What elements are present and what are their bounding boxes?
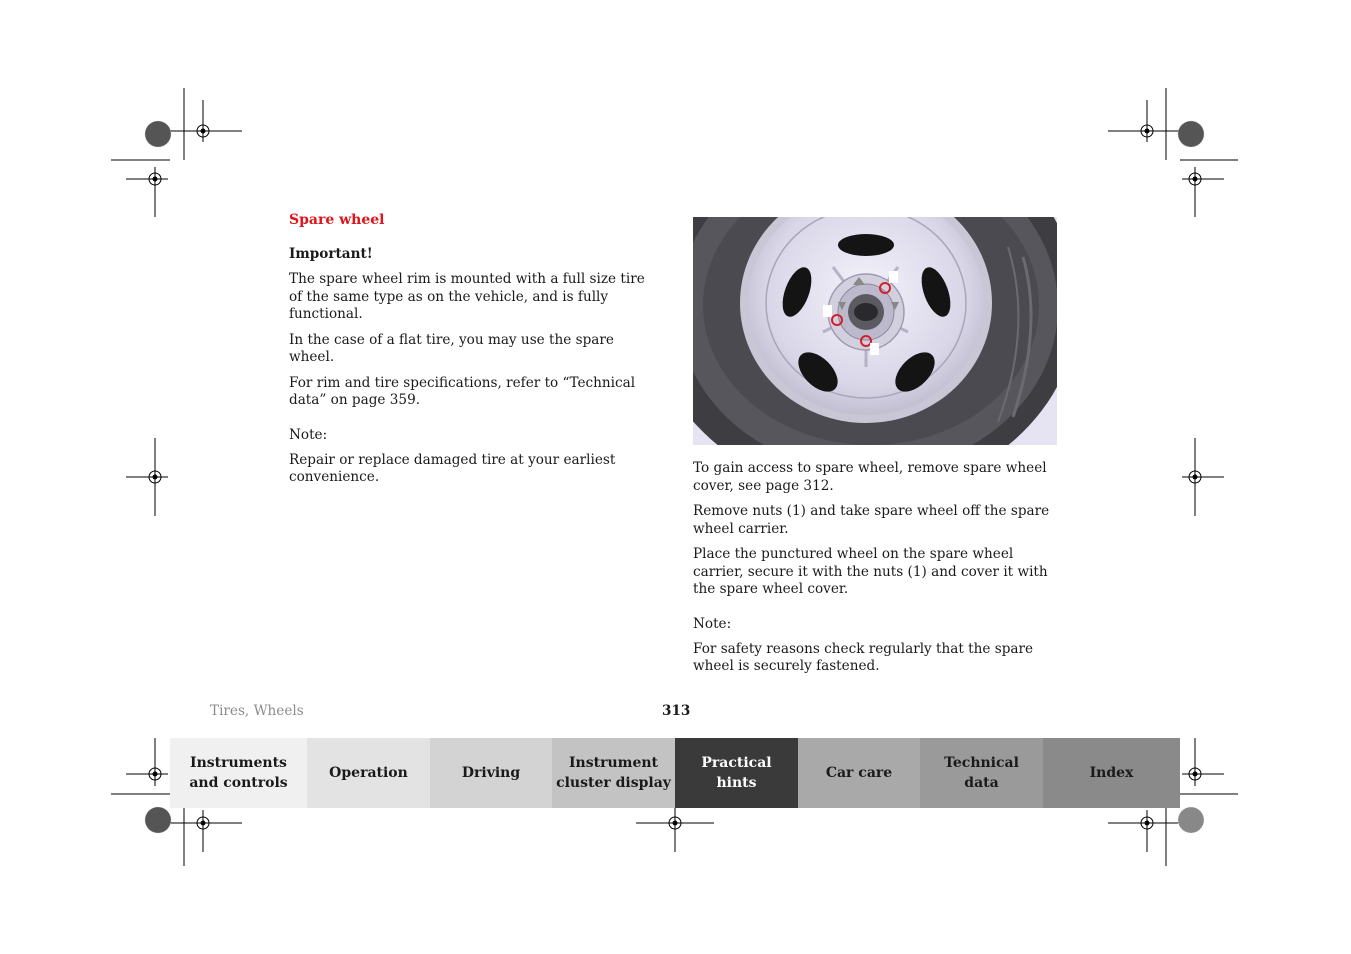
paragraph: For rim and tire specifications, refer to “Technical data” on page 359. [289,374,636,408]
note-label: Note: [289,426,328,443]
section-title: Spare wheel [289,212,385,228]
right-column [693,460,1059,684]
note-text: Repair or replace damaged tire at your earliest convenience. [289,451,616,485]
note-label: Note: [693,615,732,632]
nav-tab-driving[interactable]: Driving [430,738,552,808]
paragraph: Place the punctured wheel on the spare wheel carrier, secure it with the nuts (1) and cover it with the spare wheel cover. [693,546,1048,597]
chapter-nav-bar [170,738,1180,808]
nav-tab-instrument-cluster-display[interactable]: Instrument cluster display [552,738,675,808]
footer-section-name: Tires, Wheels [210,703,304,719]
nav-tab-technical-data[interactable]: Technical data [920,738,1043,808]
nav-tab-practical-hints[interactable]: Practical hints [675,738,798,808]
nav-tab-instruments-and-controls[interactable]: Instruments and controls [170,738,307,808]
paragraph: Remove nuts (1) and take spare wheel off the spare wheel carrier. [693,503,1050,537]
page-number: 313 [662,703,691,719]
spare-wheel-illustration [693,217,1057,445]
paragraph: In the case of a flat tire, you may use the spare wheel. [289,331,614,365]
nav-tab-index[interactable]: Index [1043,738,1180,808]
nav-tab-car-care[interactable]: Car care [798,738,920,808]
note-text: For safety reasons check regularly that the spare wheel is securely fastened. [693,640,1034,674]
paragraph: The spare wheel rim is mounted with a full size tire of the same type as on the vehicle, and is fully functional. [289,271,645,322]
left-column [289,212,661,495]
nav-tab-operation[interactable]: Operation [307,738,430,808]
important-heading: Important! [289,246,373,262]
paragraph: To gain access to spare wheel, remove spare wheel cover, see page 312. [693,460,1047,494]
